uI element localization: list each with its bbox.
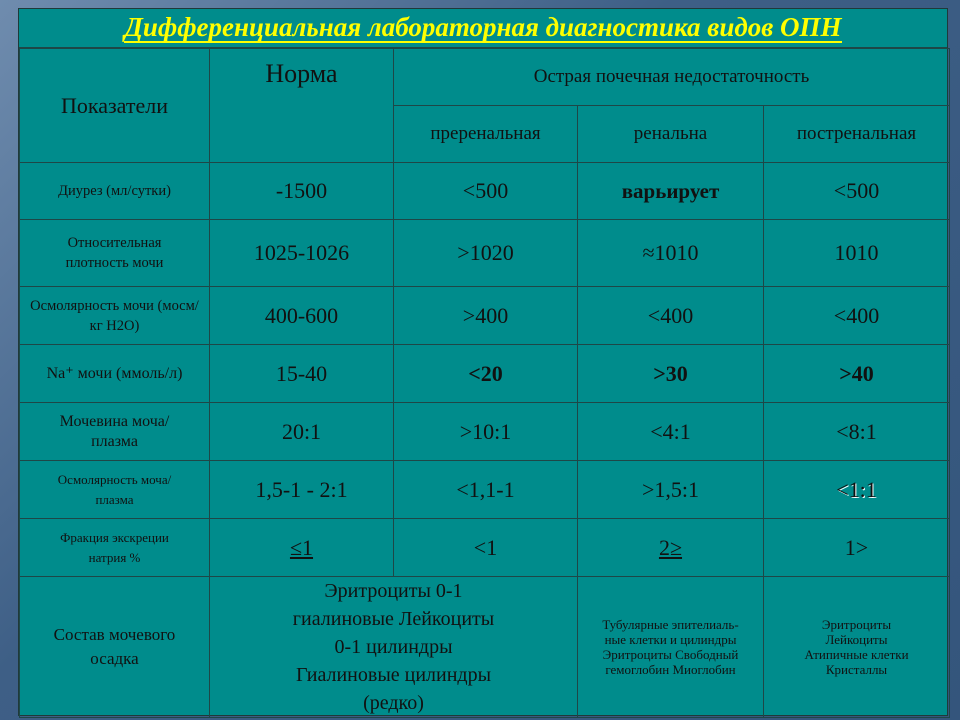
row-label: Na⁺ мочи (ммоль/л) <box>20 345 210 403</box>
cell-postrenal: <400 <box>764 287 950 345</box>
row-label: Состав мочевого осадка <box>20 577 210 718</box>
cell-prerenal: >10:1 <box>394 403 578 461</box>
table-row <box>20 577 950 718</box>
cell-postrenal: 1010 <box>764 220 950 287</box>
slide-frame <box>18 8 948 716</box>
cell-renal: варьирует <box>578 163 764 220</box>
cell-renal: <400 <box>578 287 764 345</box>
row-label: Осмолярность моча/плазма <box>20 461 210 519</box>
header-prerenal: преренальная <box>394 106 578 163</box>
table-row <box>20 287 950 345</box>
cell-norm: 1025-1026 <box>210 220 394 287</box>
header-opn: Острая почечная недостаточность <box>394 49 950 106</box>
cell-norm: 400-600 <box>210 287 394 345</box>
cell-sediment-renal: Тубулярные эпителиаль-ные клетки и цилиндры Эритроциты Свободный гемоглобин Миоглобин <box>578 577 764 718</box>
header-renal: ренальна <box>578 106 764 163</box>
cell-renal: 2≥ <box>578 519 764 577</box>
title-bar <box>19 9 947 48</box>
header-norm: Норма <box>210 49 394 163</box>
cell-postrenal: <8:1 <box>764 403 950 461</box>
table-row <box>20 519 950 577</box>
cell-prerenal: <500 <box>394 163 578 220</box>
diagnostics-table <box>19 48 950 718</box>
row-label: Мочевина моча/плазма <box>20 403 210 461</box>
cell-norm: 20:1 <box>210 403 394 461</box>
cell-renal: >30 <box>578 345 764 403</box>
cell-prerenal: <1,1-1 <box>394 461 578 519</box>
cell-prerenal: >1020 <box>394 220 578 287</box>
cell-prerenal: >400 <box>394 287 578 345</box>
cell-sediment-norm: Эритроциты 0-1 гиалиновые Лейкоциты 0-1 цилиндры Гиалиновые цилиндры (редко) <box>210 577 578 718</box>
cell-postrenal: <1:1 <box>764 461 950 519</box>
cell-norm: -1500 <box>210 163 394 220</box>
table-row <box>20 220 950 287</box>
cell-norm: 15-40 <box>210 345 394 403</box>
cell-renal: >1,5:1 <box>578 461 764 519</box>
row-label: Осмолярность мочи (мосм/кг Н2О) <box>20 287 210 345</box>
table-row <box>20 403 950 461</box>
cell-prerenal: <20 <box>394 345 578 403</box>
slide-title: Дифференциальная лабораторная диагностика видов ОПН <box>124 12 842 42</box>
cell-prerenal: <1 <box>394 519 578 577</box>
cell-norm: ≤1 <box>210 519 394 577</box>
header-indicators: Показатели <box>20 49 210 163</box>
cell-postrenal: >40 <box>764 345 950 403</box>
table-row <box>20 163 950 220</box>
table-row <box>20 345 950 403</box>
cell-renal: <4:1 <box>578 403 764 461</box>
cell-postrenal: <500 <box>764 163 950 220</box>
table-row <box>20 461 950 519</box>
header-postrenal: постренальная <box>764 106 950 163</box>
row-label: Фракция экскреции натрия % <box>20 519 210 577</box>
cell-sediment-postrenal: Эритроциты Лейкоциты Атипичные клетки Кристаллы <box>764 577 950 718</box>
row-label: Диурез (мл/сутки) <box>20 163 210 220</box>
cell-norm: 1,5-1 - 2:1 <box>210 461 394 519</box>
row-label: Относительная плотность мочи <box>20 220 210 287</box>
cell-renal: ≈1010 <box>578 220 764 287</box>
cell-postrenal: 1> <box>764 519 950 577</box>
